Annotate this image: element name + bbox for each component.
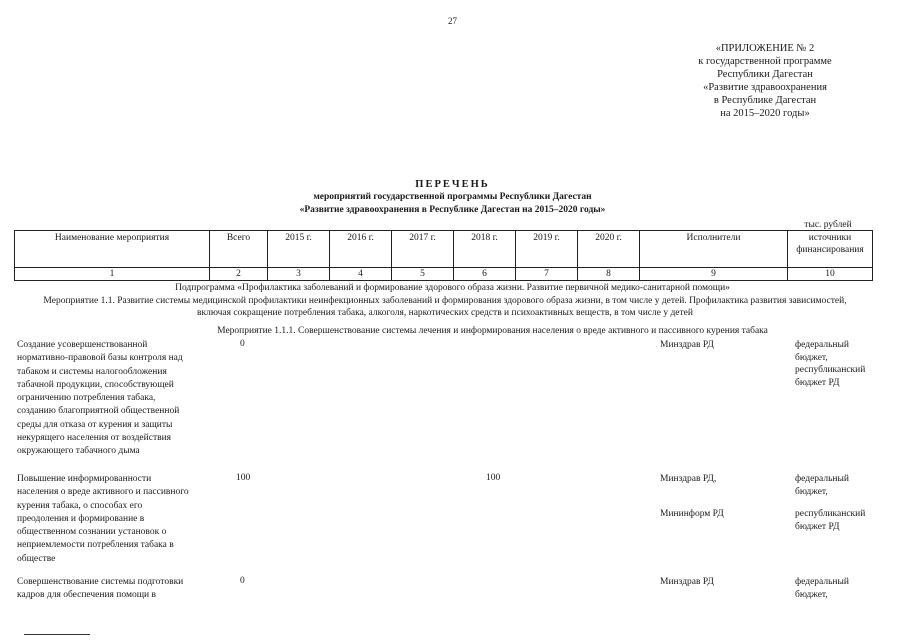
header-total: Всего — [210, 231, 268, 268]
executor: Минздрав РД — [660, 340, 714, 350]
name-line: кадров для обеспечения помощи в — [17, 590, 156, 601]
header-sources: источники финансирования — [788, 231, 873, 268]
source-line: бюджет, — [795, 589, 828, 600]
source-line: федеральный — [795, 340, 849, 350]
subprogram-heading: Подпрограмма «Профилактика заболеваний и формирование здорового образа жизни. Развитие первичной медико-санитарной помощи» — [175, 283, 730, 293]
row-total-value: 100 — [236, 473, 251, 483]
name-line: нормативно-правовой базы контроля над — [17, 353, 183, 364]
name-line: населения о вреде активного и пассивного — [17, 487, 189, 498]
document-subtitle-program: «Развитие здравоохранения в Республике Дагестан на 2015–2020 годы» — [299, 205, 606, 215]
row-2018-value: 100 — [486, 473, 501, 483]
header-2019: 2019 г. — [516, 231, 578, 268]
name-line: окружающего табачного дыма — [17, 446, 140, 457]
name-line: созданию благоприятной общественной — [17, 406, 180, 417]
column-number: 4 — [330, 268, 392, 281]
appendix-line: к государственной программе — [698, 56, 832, 67]
name-line: неприемлемости потребления табака в — [17, 540, 174, 551]
header-executors: Исполнители — [640, 231, 788, 268]
document-subtitle: мероприятий государственной программы Республики Дагестан — [313, 192, 592, 202]
source-line: бюджет, — [795, 352, 828, 363]
row-executors — [660, 473, 780, 521]
appendix-header — [660, 42, 870, 120]
appendix-line: Республики Дагестан — [717, 69, 813, 80]
appendix-line: на 2015–2020 годы» — [720, 108, 810, 119]
row-sources — [795, 473, 895, 533]
name-line: Повышение информированности — [17, 474, 152, 484]
appendix-line: «Развитие здравоохранения — [703, 82, 827, 93]
column-number: 10 — [788, 268, 873, 281]
source-line: бюджет РД — [795, 377, 840, 388]
row-sources — [795, 339, 895, 389]
header-2016: 2016 г. — [330, 231, 392, 268]
column-number: 8 — [578, 268, 640, 281]
column-number: 5 — [392, 268, 454, 281]
table-row-name — [17, 473, 212, 566]
table-row-name — [17, 339, 212, 459]
appendix-line: «ПРИЛОЖЕНИЕ № 2 — [715, 43, 815, 54]
header-2017: 2017 г. — [392, 231, 454, 268]
row-executors — [660, 576, 780, 589]
column-number: 7 — [516, 268, 578, 281]
name-line: табачной продукции, способствующей — [17, 379, 174, 390]
source-line: республиканский — [795, 365, 866, 375]
name-line: обществе — [17, 553, 56, 564]
footnote-separator — [24, 634, 90, 635]
row-sources — [795, 576, 895, 601]
column-number: 3 — [268, 268, 330, 281]
submeasure-heading: Мероприятие 1.1.1. Совершенствование системы лечения и информирования населения о вреде активного и пассивного курения табака — [217, 326, 768, 336]
name-line: Совершенствование системы подготовки — [17, 577, 184, 587]
header-table — [14, 230, 873, 281]
name-line: табаком и системы налогообложения — [17, 366, 167, 377]
source-line: федеральный — [795, 577, 849, 587]
column-number: 2 — [210, 268, 268, 281]
header-name: Наименование мероприятия — [15, 231, 210, 268]
header-2015: 2015 г. — [268, 231, 330, 268]
name-line: ограничению потребления табака, — [17, 393, 156, 404]
row-total-value: 0 — [240, 339, 245, 349]
source-line: федеральный — [795, 474, 849, 484]
units-label: тыс. рублей — [804, 220, 852, 230]
name-line: преодоления и формирование в — [17, 513, 145, 524]
executor: Мининформ РД — [660, 509, 724, 519]
executor: Минздрав РД — [660, 577, 714, 587]
table-row-name — [17, 576, 212, 603]
source-line: республиканский — [795, 509, 866, 519]
column-number: 9 — [640, 268, 788, 281]
page-number: 27 — [448, 16, 457, 26]
measure-heading: Мероприятие 1.1. Развитие системы медицинской профилактики неинфекционных заболеваний и формирования здорового образа жизни, в том числе у детей. Профилактика развития зависимостей, включая сокращение потребления табака, алкоголя, наркотических средств и психоактивных веществ, в том числе у детей — [43, 296, 847, 318]
executor: Минздрав РД, — [660, 474, 717, 484]
header-2018: 2018 г. — [454, 231, 516, 268]
appendix-line: в Республике Дагестан — [713, 95, 817, 106]
column-number: 6 — [454, 268, 516, 281]
row-executors — [660, 339, 780, 352]
source-line: бюджет РД — [795, 521, 840, 532]
name-line: некурящего населения от воздействия — [17, 433, 172, 444]
source-line: бюджет, — [795, 486, 828, 497]
column-number: 1 — [15, 268, 210, 281]
name-line: общественном сознании установок о — [17, 527, 167, 538]
header-2020: 2020 г. — [578, 231, 640, 268]
name-line: среды для отказа от курения и защиты — [17, 419, 173, 430]
name-line: курения табака, о способах его — [17, 500, 143, 511]
document-title: ПЕРЕЧЕНЬ — [415, 179, 490, 190]
name-line: Создание усовершенствованной — [17, 340, 148, 350]
row-total-value: 0 — [240, 576, 245, 586]
